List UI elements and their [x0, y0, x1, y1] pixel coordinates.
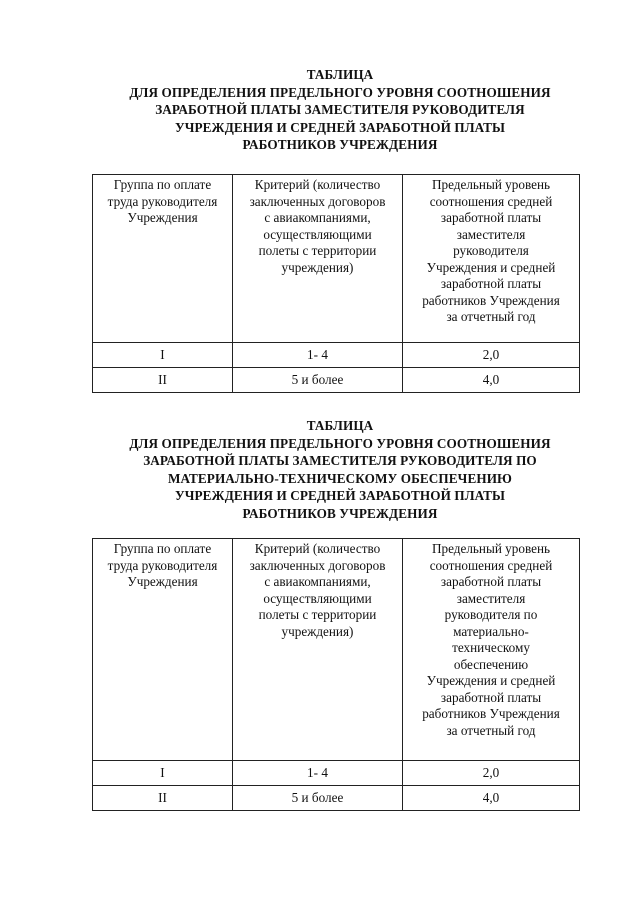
table1	[92, 174, 580, 393]
table2-header-group: Группа по оплате труда руководителя Учреждения	[93, 539, 233, 761]
table1-header-row	[93, 175, 580, 343]
table1-header-ratio: Предельный уровень соотношения средней заработной платы заместителя руководителя Учреждения и средней заработной платы работников Учреждения за отчетный год	[403, 175, 580, 343]
table2-title	[90, 417, 590, 522]
table1-title-line: ТАБЛИЦА	[306, 67, 374, 82]
table2-header-row	[93, 539, 580, 761]
table1-title-line: ДЛЯ ОПРЕДЕЛЕНИЯ ПРЕДЕЛЬНОГО УРОВНЯ СООТНОШЕНИЯ	[129, 84, 551, 100]
table2-row1-ratio: 2,0	[403, 761, 580, 786]
table2-header-criterion: Критерий (количество заключенных договоров с авиакомпаниями, осуществляющими полеты с территории учреждения)	[233, 539, 403, 761]
table2-title-line: УЧРЕЖДЕНИЯ И СРЕДНЕЙ ЗАРАБОТНОЙ ПЛАТЫ	[174, 488, 506, 503]
table2-title-line: МАТЕРИАЛЬНО-ТЕХНИЧЕСКОМУ ОБЕСПЕЧЕНИЮ	[167, 470, 513, 486]
table1-title-line: ЗАРАБОТНОЙ ПЛАТЫ ЗАМЕСТИТЕЛЯ РУКОВОДИТЕЛЯ	[155, 102, 525, 117]
table-row	[93, 786, 580, 811]
table1-row2-ratio: 4,0	[403, 368, 580, 393]
table2-row2-group: II	[93, 786, 233, 811]
table1-row1-group: I	[93, 343, 233, 368]
table1-title-line: РАБОТНИКОВ УЧРЕЖДЕНИЯ	[242, 137, 438, 152]
table1-title	[90, 66, 590, 154]
table2-row2-ratio: 4,0	[403, 786, 580, 811]
table2-header-ratio: Предельный уровень соотношения средней заработной платы заместителя руководителя по материально- техническому обеспечению Учреждения и средней заработной платы работников Учреждения за отчетный год	[403, 539, 580, 761]
table-row	[93, 761, 580, 786]
table2-title-line: ЗАРАБОТНОЙ ПЛАТЫ ЗАМЕСТИТЕЛЯ РУКОВОДИТЕЛЯ ПО	[143, 453, 537, 468]
table1-row1-criterion: 1- 4	[233, 343, 403, 368]
table1-header-group: Группа по оплате труда руководителя Учреждения	[93, 175, 233, 343]
table2-title-line: РАБОТНИКОВ УЧРЕЖДЕНИЯ	[242, 505, 438, 521]
table2-row1-group: I	[93, 761, 233, 786]
table1-row1-ratio: 2,0	[403, 343, 580, 368]
table2	[92, 538, 580, 811]
table1-header-criterion: Критерий (количество заключенных договоров с авиакомпаниями, осуществляющими полеты с территории учреждения)	[233, 175, 403, 343]
table2-row2-criterion: 5 и более	[233, 786, 403, 811]
table2-title-line: ТАБЛИЦА	[306, 418, 374, 433]
table2-row1-criterion: 1- 4	[233, 761, 403, 786]
table1-row2-criterion: 5 и более	[233, 368, 403, 393]
table1-row2-group: II	[93, 368, 233, 393]
table-row	[93, 343, 580, 368]
table-row	[93, 368, 580, 393]
table1-title-line: УЧРЕЖДЕНИЯ И СРЕДНЕЙ ЗАРАБОТНОЙ ПЛАТЫ	[174, 119, 506, 135]
table2-title-line: ДЛЯ ОПРЕДЕЛЕНИЯ ПРЕДЕЛЬНОГО УРОВНЯ СООТНОШЕНИЯ	[129, 435, 551, 451]
